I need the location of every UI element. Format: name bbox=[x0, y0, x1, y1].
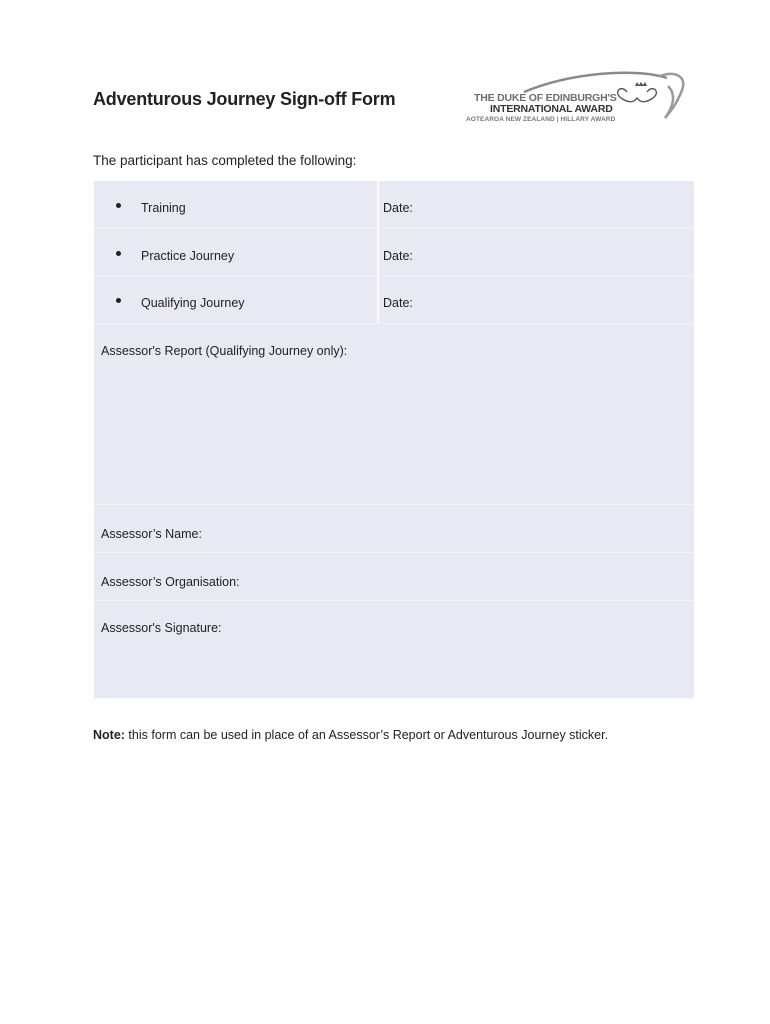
item-cell bbox=[94, 276, 379, 323]
assessor-report-field[interactable] bbox=[94, 324, 694, 505]
date-label: Date: bbox=[383, 296, 413, 310]
item-label: Practice Journey bbox=[141, 248, 235, 263]
date-field-training[interactable] bbox=[379, 181, 694, 228]
page-title: Adventurous Journey Sign-off Form bbox=[93, 89, 396, 109]
item-cell bbox=[94, 181, 379, 228]
date-label: Date: bbox=[383, 201, 413, 215]
date-field-practice[interactable] bbox=[379, 229, 694, 276]
item-row-practice bbox=[94, 229, 694, 277]
bullet-icon bbox=[116, 298, 121, 303]
signoff-form bbox=[94, 181, 694, 699]
bullet-icon bbox=[116, 203, 121, 208]
item-label: Training bbox=[141, 201, 186, 215]
intro-text: The participant has completed the following: bbox=[93, 153, 357, 168]
item-row-training bbox=[94, 181, 694, 229]
logo-line-1: THE DUKE OF EDINBURGH'S bbox=[474, 92, 617, 104]
logo-line-3: AOTEAROA NEW ZEALAND | HILLARY AWARD bbox=[466, 116, 616, 123]
item-cell bbox=[94, 229, 379, 276]
assessor-organisation-field[interactable] bbox=[94, 553, 694, 601]
assessor-name-label: Assessor’s Name: bbox=[101, 526, 202, 541]
footer-note bbox=[93, 728, 608, 742]
item-label: Qualifying Journey bbox=[141, 296, 245, 310]
bullet-icon bbox=[116, 251, 121, 256]
assessor-organisation-label: Assessor’s Organisation: bbox=[101, 574, 240, 589]
assessor-signature-field[interactable] bbox=[94, 601, 694, 699]
logo-line-2: INTERNATIONAL AWARD bbox=[490, 103, 613, 115]
item-row-qualifying bbox=[94, 276, 694, 324]
assessor-name-field[interactable] bbox=[94, 505, 694, 553]
date-field-qualifying[interactable] bbox=[379, 276, 694, 323]
note-prefix: Note: bbox=[93, 728, 125, 742]
assessor-signature-label: Assessor's Signature: bbox=[101, 620, 222, 635]
assessor-report-label: Assessor's Report (Qualifying Journey only): bbox=[101, 343, 348, 358]
award-logo bbox=[462, 68, 694, 128]
date-label: Date: bbox=[383, 248, 413, 263]
note-text: this form can be used in place of an Assessor’s Report or Adventurous Journey sticker. bbox=[124, 728, 609, 742]
